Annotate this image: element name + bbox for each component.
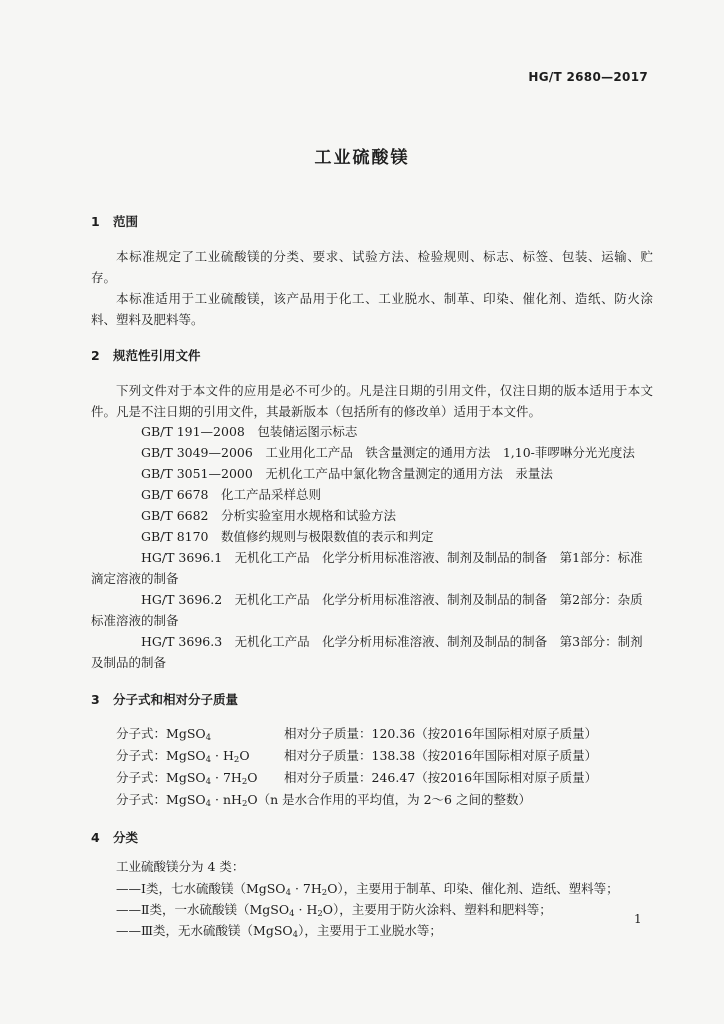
formula-part: O: [239, 748, 250, 763]
mass-value: 246.47（按2016年国际相对原子质量）: [371, 770, 598, 785]
mass-label: 相对分子质量：: [284, 726, 372, 741]
reference-name: 无机化工产品中氯化物含量测定的通用方法 汞量法: [265, 466, 553, 481]
formula-row: [116, 724, 211, 743]
reference-item: [91, 505, 653, 526]
formula-subscript: 4: [205, 755, 212, 765]
section-title: 分类: [113, 830, 139, 845]
formula-subscript: 4: [285, 888, 291, 898]
formula-label: 分子式：: [116, 770, 167, 785]
formula-row: [116, 746, 250, 765]
reference-code: GB/T 6682: [141, 508, 209, 523]
document-title: 工业硫酸镁: [314, 148, 410, 168]
section-title: 规范性引用文件: [113, 348, 201, 363]
section-title: 范围: [113, 214, 139, 229]
reference-name: 分析实验室用水规格和试验方法: [221, 508, 397, 523]
formula-subscript: 2: [321, 888, 328, 898]
reference-name: 无机化工产品 化学分析用标准溶液、制剂及制品的制备 第3部分：制剂及制品的制备: [91, 634, 643, 670]
reference-code: GB/T 8170: [141, 529, 209, 544]
section-heading-3: [91, 690, 238, 708]
reference-item: [91, 526, 653, 547]
formula-label: 分子式：: [116, 792, 167, 807]
reference-item: [91, 421, 653, 442]
reference-code: HG/T 3696.3: [141, 634, 223, 649]
mass-row: [284, 768, 597, 786]
class-text: O），主要用于制革、印染、催化剂、造纸、塑料等；: [327, 881, 619, 896]
formula-part: MgSO: [166, 748, 206, 763]
mass-label: 相对分子质量：: [284, 748, 372, 763]
section-heading-4: [91, 828, 138, 846]
class-text: ——Ⅰ类，七水硫酸镁（MgSO: [116, 881, 286, 896]
reference-code: GB/T 191—2008: [141, 424, 245, 439]
reference-code: HG/T 3696.2: [141, 592, 223, 607]
formula-part: · nH: [211, 792, 242, 807]
reference-item: [91, 547, 653, 589]
section-title: 分子式和相对分子质量: [113, 692, 239, 707]
formula-part: · 7H: [211, 770, 242, 785]
mass-value: 120.36（按2016年国际相对原子质量）: [371, 726, 598, 741]
reference-item: [91, 631, 653, 673]
formula-row: [116, 768, 258, 787]
reference-code: GB/T 3049—2006: [141, 445, 253, 460]
classification-item: [116, 900, 552, 919]
formula-subscript: 2: [241, 777, 248, 787]
reference-item: [91, 442, 653, 463]
scope-paragraph-1: 本标准规定了工业硫酸镁的分类、要求、试验方法、检验规则、标志、标签、包装、运输、贮存。: [91, 249, 653, 285]
section-number: 1: [91, 214, 100, 229]
reference-code: GB/T 6678: [141, 487, 209, 502]
class-text: · 7H: [290, 881, 322, 896]
formula-label: 分子式：: [116, 726, 167, 741]
mass-row: [284, 746, 597, 764]
classification-item: [116, 921, 442, 940]
class-text: · H: [294, 902, 318, 917]
mass-label: 相对分子质量：: [284, 770, 372, 785]
reference-name: 数值修约规则与极限数值的表示和判定: [221, 529, 434, 544]
formula-label: 分子式：: [116, 748, 167, 763]
page-number: 1: [634, 912, 642, 926]
section-heading-2: [91, 346, 201, 364]
class-text: ——Ⅲ类，无水硫酸镁（MgSO: [116, 923, 293, 938]
formula-row-general: [116, 790, 531, 809]
formula-subscript: 2: [241, 799, 248, 809]
standard-code: HG/T 2680—2017: [528, 70, 648, 84]
mass-value: 138.38（按2016年国际相对原子质量）: [371, 748, 598, 763]
reference-item: [91, 589, 653, 631]
reference-code: HG/T 3696.1: [141, 550, 223, 565]
formula-subscript: 4: [292, 930, 299, 940]
reference-code: GB/T 3051—2000: [141, 466, 253, 481]
section-number: 3: [91, 692, 100, 707]
formula-subscript: 2: [233, 755, 240, 765]
class-text: ），主要用于工业脱水等；: [298, 923, 442, 938]
classification-item: [116, 879, 619, 898]
formula-part: MgSO: [166, 792, 206, 807]
formula-part: O（n 是水合作用的平均值，为 2～6 之间的整数）: [247, 792, 531, 807]
normative-intro: 下列文件对于本文件的应用是必不可少的。凡是注日期的引用文件，仅注日期的版本适用于本文件。凡是不注日期的引用文件，其最新版本（包括所有的修改单）适用于本文件。: [91, 383, 653, 419]
class-text: ——Ⅱ类，一水硫酸镁（MgSO: [116, 902, 290, 917]
formula-part: · H: [211, 748, 234, 763]
formula-part: O: [247, 770, 258, 785]
section-heading-1: [91, 212, 138, 230]
class-text: O），主要用于防火涂料、塑料和肥料等；: [322, 902, 552, 917]
formula-subscript: 4: [289, 909, 295, 919]
formula-part: MgSO: [166, 770, 206, 785]
reference-name: 无机化工产品 化学分析用标准溶液、制剂及制品的制备 第1部分：标准滴定溶液的制备: [91, 550, 643, 586]
section-number: 4: [91, 830, 100, 845]
reference-name: 包装储运图示标志: [257, 424, 358, 439]
section-number: 2: [91, 348, 100, 363]
formula-subscript: 4: [205, 733, 212, 743]
mass-row: [284, 724, 597, 742]
formula-subscript: 2: [317, 909, 323, 919]
formula-part: MgSO: [166, 726, 206, 741]
formula-subscript: 4: [205, 799, 212, 809]
reference-item: [91, 463, 653, 484]
reference-item: [91, 484, 653, 505]
scope-paragraph-2: 本标准适用于工业硫酸镁，该产品用于化工、工业脱水、制革、印染、催化剂、造纸、防火涂料、塑料及肥料等。: [91, 291, 653, 327]
classification-intro: 工业硫酸镁分为 4 类：: [116, 859, 245, 874]
reference-name: 工业用化工产品 铁含量测定的通用方法 1,10-菲啰啉分光光度法: [265, 445, 635, 460]
reference-name: 化工产品采样总则: [221, 487, 322, 502]
formula-subscript: 4: [205, 777, 212, 787]
reference-name: 无机化工产品 化学分析用标准溶液、制剂及制品的制备 第2部分：杂质标准溶液的制备: [91, 592, 643, 628]
